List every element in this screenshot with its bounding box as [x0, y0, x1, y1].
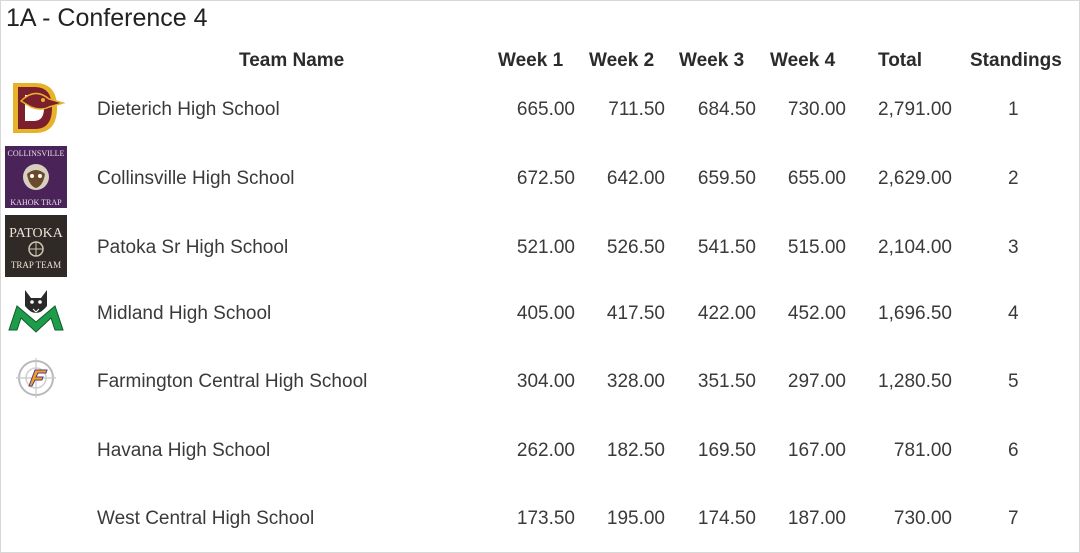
total-score: 2,629.00 — [878, 168, 952, 189]
week-1-score: 304.00 — [516, 371, 575, 392]
table-row — [1, 77, 1080, 141]
week-3-score: 422.00 — [697, 303, 756, 324]
header-team-name[interactable]: Team Name — [239, 50, 345, 71]
week-3-score: 169.50 — [697, 440, 756, 461]
team-name: Farmington Central High School — [97, 371, 368, 392]
week-4-score: 655.00 — [787, 168, 846, 189]
week-3-score: 351.50 — [697, 371, 756, 392]
header-week-3[interactable]: Week 3 — [679, 50, 745, 71]
standing: 5 — [1008, 371, 1019, 392]
header-week-2[interactable]: Week 2 — [589, 50, 655, 71]
week-1-score: 521.00 — [516, 237, 575, 258]
header-week-4[interactable]: Week 4 — [770, 50, 836, 71]
week-3-score: 541.50 — [697, 237, 756, 258]
week-3-score: 174.50 — [697, 508, 756, 529]
week-1-score: 672.50 — [516, 168, 575, 189]
total-score: 2,104.00 — [878, 237, 952, 258]
team-name: Collinsville High School — [97, 168, 295, 189]
standing: 1 — [1008, 99, 1019, 120]
week-2-score: 711.50 — [608, 99, 665, 120]
page-title: 1A - Conference 4 — [6, 4, 208, 32]
week-4-score: 187.00 — [787, 508, 846, 529]
total-score: 2,791.00 — [878, 99, 952, 120]
total-score: 781.00 — [893, 440, 952, 461]
patoka-logo-icon — [5, 215, 67, 277]
week-4-score: 730.00 — [787, 99, 846, 120]
table-row — [1, 282, 1080, 346]
week-2-score: 642.00 — [606, 168, 665, 189]
table-row — [1, 350, 1080, 414]
team-name: Patoka Sr High School — [97, 237, 289, 258]
table-row — [1, 146, 1080, 210]
header-total[interactable]: Total — [878, 50, 922, 71]
total-score: 1,280.50 — [878, 371, 952, 392]
week-1-score: 173.50 — [516, 508, 575, 529]
farmington-logo-icon — [5, 350, 67, 412]
week-2-score: 328.00 — [606, 371, 665, 392]
week-4-score: 515.00 — [787, 237, 846, 258]
week-3-score: 659.50 — [697, 168, 756, 189]
week-3-score: 684.50 — [697, 99, 756, 120]
team-name: Havana High School — [97, 440, 271, 461]
header-standings[interactable]: Standings — [970, 50, 1062, 71]
total-score: 1,696.50 — [878, 303, 952, 324]
midland-logo-icon — [5, 282, 67, 344]
week-1-score: 665.00 — [516, 99, 575, 120]
standing: 6 — [1008, 440, 1019, 461]
team-name: Midland High School — [97, 303, 272, 324]
svg-text:TRAP TEAM: TRAP TEAM — [10, 260, 62, 270]
dieterich-logo-icon — [5, 77, 67, 139]
table-row — [1, 487, 1080, 551]
week-4-score: 167.00 — [787, 440, 846, 461]
week-2-score: 195.00 — [606, 508, 665, 529]
total-score: 730.00 — [893, 508, 952, 529]
svg-text:KAHOK TRAP: KAHOK TRAP — [10, 198, 62, 207]
week-1-score: 262.00 — [516, 440, 575, 461]
svg-text:COLLINSVILLE: COLLINSVILLE — [7, 149, 65, 158]
standing: 7 — [1008, 508, 1019, 529]
table-row — [1, 419, 1080, 483]
team-name: West Central High School — [97, 508, 315, 529]
table-header-row — [1, 47, 1080, 75]
week-2-score: 417.50 — [606, 303, 665, 324]
header-week-1[interactable]: Week 1 — [498, 50, 564, 71]
collinsville-logo-icon — [5, 146, 67, 208]
svg-text:PATOKA: PATOKA — [9, 226, 63, 241]
standing: 4 — [1008, 303, 1019, 324]
week-4-score: 297.00 — [787, 371, 846, 392]
standing: 2 — [1008, 168, 1019, 189]
week-4-score: 452.00 — [787, 303, 846, 324]
week-1-score: 405.00 — [516, 303, 575, 324]
standing: 3 — [1008, 237, 1019, 258]
table-row — [1, 215, 1080, 279]
team-name: Dieterich High School — [97, 99, 280, 120]
week-2-score: 182.50 — [606, 440, 665, 461]
week-2-score: 526.50 — [606, 237, 665, 258]
